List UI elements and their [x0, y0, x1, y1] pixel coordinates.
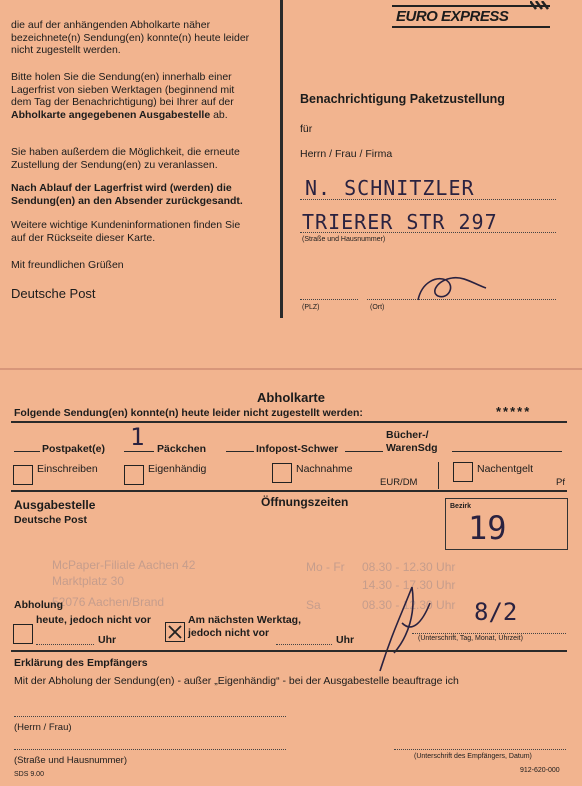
- heute-label: heute, jedoch nicht vor: [36, 614, 151, 626]
- form-code: 912-620-000: [520, 767, 560, 774]
- strasse-label: (Straße und Hausnummer): [14, 755, 127, 766]
- einschreiben-label: Einschreiben: [37, 463, 98, 475]
- abholung-label: Abholung: [14, 599, 63, 611]
- heute-time-line: [36, 644, 94, 645]
- perforation: [0, 368, 582, 370]
- plz-line: [300, 299, 358, 300]
- bezirk-handwriting: 19: [468, 509, 507, 547]
- pf-label: Pf: [556, 477, 565, 488]
- ort-scribble-icon: [408, 270, 490, 306]
- card-rule-2: [11, 490, 567, 492]
- stamp-hours-3: 08.30 - 12.30 Uhr: [362, 598, 456, 612]
- paeckchen-label: Päckchen: [157, 443, 207, 455]
- greeting: Mit freundlichen Grüßen: [11, 259, 124, 271]
- street-line: [300, 232, 556, 233]
- stamp-address-1: McPaper-Filiale Aachen 42: [52, 558, 196, 572]
- notice-paragraph-2-a: Bitte holen Sie die Sendung(en) innerhalb einer Lagerfrist von sieben Werktagen (beginnend mit dem Tag der Benachrichtigung) bei Ihrer auf der: [11, 71, 235, 108]
- erklaerung-title: Erklärung des Empfängers: [14, 657, 148, 669]
- notice-title: Benachrichtigung Paketzustellung: [300, 92, 505, 106]
- card-rule-1: [11, 421, 567, 423]
- oeffnungszeiten-label: Öffnungszeiten: [261, 495, 349, 509]
- stamp-days-3: Sa: [306, 598, 321, 612]
- nachnahme-label: Nachnahme: [296, 463, 353, 475]
- ort-label: (Ort): [370, 304, 385, 311]
- buecher-count-line: [452, 451, 562, 452]
- carrier-signature-icon: [372, 583, 442, 675]
- nachnahme-checkbox[interactable]: [272, 463, 292, 483]
- card-stars: *****: [496, 404, 532, 419]
- ort-line: [367, 299, 556, 300]
- infopost-blank: [226, 451, 254, 452]
- column-divider: [280, 0, 283, 318]
- stamp-address-2: Marktplatz 30: [52, 574, 125, 588]
- naechster-time-line: [276, 644, 332, 645]
- street-label: (Straße und Hausnummer): [302, 236, 386, 243]
- ausgabestelle-label: Ausgabestelle: [14, 498, 96, 512]
- signature-date-handwriting: 8/2: [474, 598, 518, 626]
- herrn-label: (Herrn / Frau): [14, 722, 72, 733]
- nachentgelt-label: Nachentgelt: [477, 463, 534, 475]
- postpaket-blank: [14, 451, 40, 452]
- notice-paragraph-5: Weitere wichtige Kundeninformationen finden Sie auf der Rückseite dieser Karte.: [11, 219, 241, 244]
- notice-paragraph-3: Sie haben außerdem die Möglichkeit, die erneute Zustellung der Sendung(en) zu veranlassen.: [11, 146, 240, 171]
- postpaket-count-handwriting: 1: [130, 423, 145, 451]
- stamp-address-3: 52076 Aachen/Brand: [52, 595, 165, 609]
- heute-uhr-label: Uhr: [98, 634, 117, 646]
- recipient-name-handwriting: N. SCHNITZLER: [305, 176, 475, 200]
- check-mark-icon: [166, 623, 184, 641]
- salutation-label: Herrn / Frau / Firma: [300, 148, 393, 160]
- stamp-hours-2: 14.30 - 17.30 Uhr: [362, 578, 456, 592]
- form-number: SDS 9.00: [14, 771, 44, 778]
- eigenhaendig-label: Eigenhändig: [148, 463, 207, 475]
- stamp-days-1: Mo - Fr: [306, 560, 345, 574]
- eigenhaendig-checkbox[interactable]: [124, 465, 144, 485]
- name-line: [300, 199, 556, 200]
- erklaerung-text: Mit der Abholung der Sendung(en) - außer „Eigenhändig“ - bei der Ausgabestelle beauftrage ich: [14, 675, 459, 687]
- card-rule-3: [11, 650, 567, 652]
- heute-checkbox[interactable]: [13, 624, 33, 644]
- einschreiben-checkbox[interactable]: [13, 465, 33, 485]
- fuer-label: für: [300, 123, 313, 135]
- naechster-werktag-checkbox[interactable]: [165, 622, 185, 642]
- recipient-street-handwriting: TRIERER STR 297: [302, 210, 498, 234]
- strasse-line: [14, 749, 286, 750]
- notice-paragraph-2: [11, 71, 256, 121]
- euro-express-logo: [392, 5, 550, 27]
- sender: Deutsche Post: [11, 286, 96, 301]
- notice-paragraph-4: Nach Ablauf der Lagerfrist wird (werden) die Sendung(en) an den Absender zurückgesandt.: [11, 182, 243, 207]
- empfaenger-signature-line: [394, 749, 566, 750]
- bezirk-box[interactable]: [445, 498, 568, 550]
- notice-paragraph-2-c: ab.: [210, 108, 228, 121]
- stamp-hours-1: 08.30 - 12.30 Uhr: [362, 560, 456, 574]
- eurdm-label: EUR/DM: [380, 477, 418, 488]
- nachentgelt-checkbox[interactable]: [453, 462, 473, 482]
- paeckchen-blank: [124, 451, 154, 452]
- bezirk-label: Bezirk: [450, 503, 472, 510]
- logo-mark-icon: [530, 1, 550, 11]
- naechster-werktag-label: Am nächsten Werktag, jedoch nicht vor: [188, 614, 302, 639]
- card-title: Abholkarte: [257, 390, 325, 405]
- logo-text: EURO EXPRESS: [396, 8, 509, 25]
- postpaket-label: Postpaket(e): [42, 443, 106, 455]
- naechster-uhr-label: Uhr: [336, 634, 355, 646]
- buecher-blank: [345, 451, 383, 452]
- buecher-label: Bücher-/ WarenSdg: [386, 429, 438, 454]
- plz-label: (PLZ): [302, 304, 320, 311]
- deutsche-post-label: Deutsche Post: [14, 514, 87, 526]
- card-subtitle: Folgende Sendung(en) konnte(n) heute leider nicht zugestellt werden:: [14, 407, 363, 419]
- nachentgelt-divider: [438, 462, 439, 489]
- empfaenger-signature-label: (Unterschrift des Empfängers, Datum): [414, 753, 532, 760]
- herrn-line: [14, 716, 286, 717]
- notice-paragraph-1: die auf der anhängenden Abholkarte näher bezeichnete(n) Sendung(en) konnte(n) heute leider nicht zugestellt werden.: [11, 19, 250, 56]
- notice-paragraph-2-bold: Abholkarte angegebenen Ausgabestelle: [11, 108, 211, 121]
- infopost-label: Infopost-Schwer: [256, 443, 339, 455]
- signature-label: (Unterschrift, Tag, Monat, Uhrzeit): [418, 635, 523, 642]
- signature-line: [412, 633, 566, 634]
